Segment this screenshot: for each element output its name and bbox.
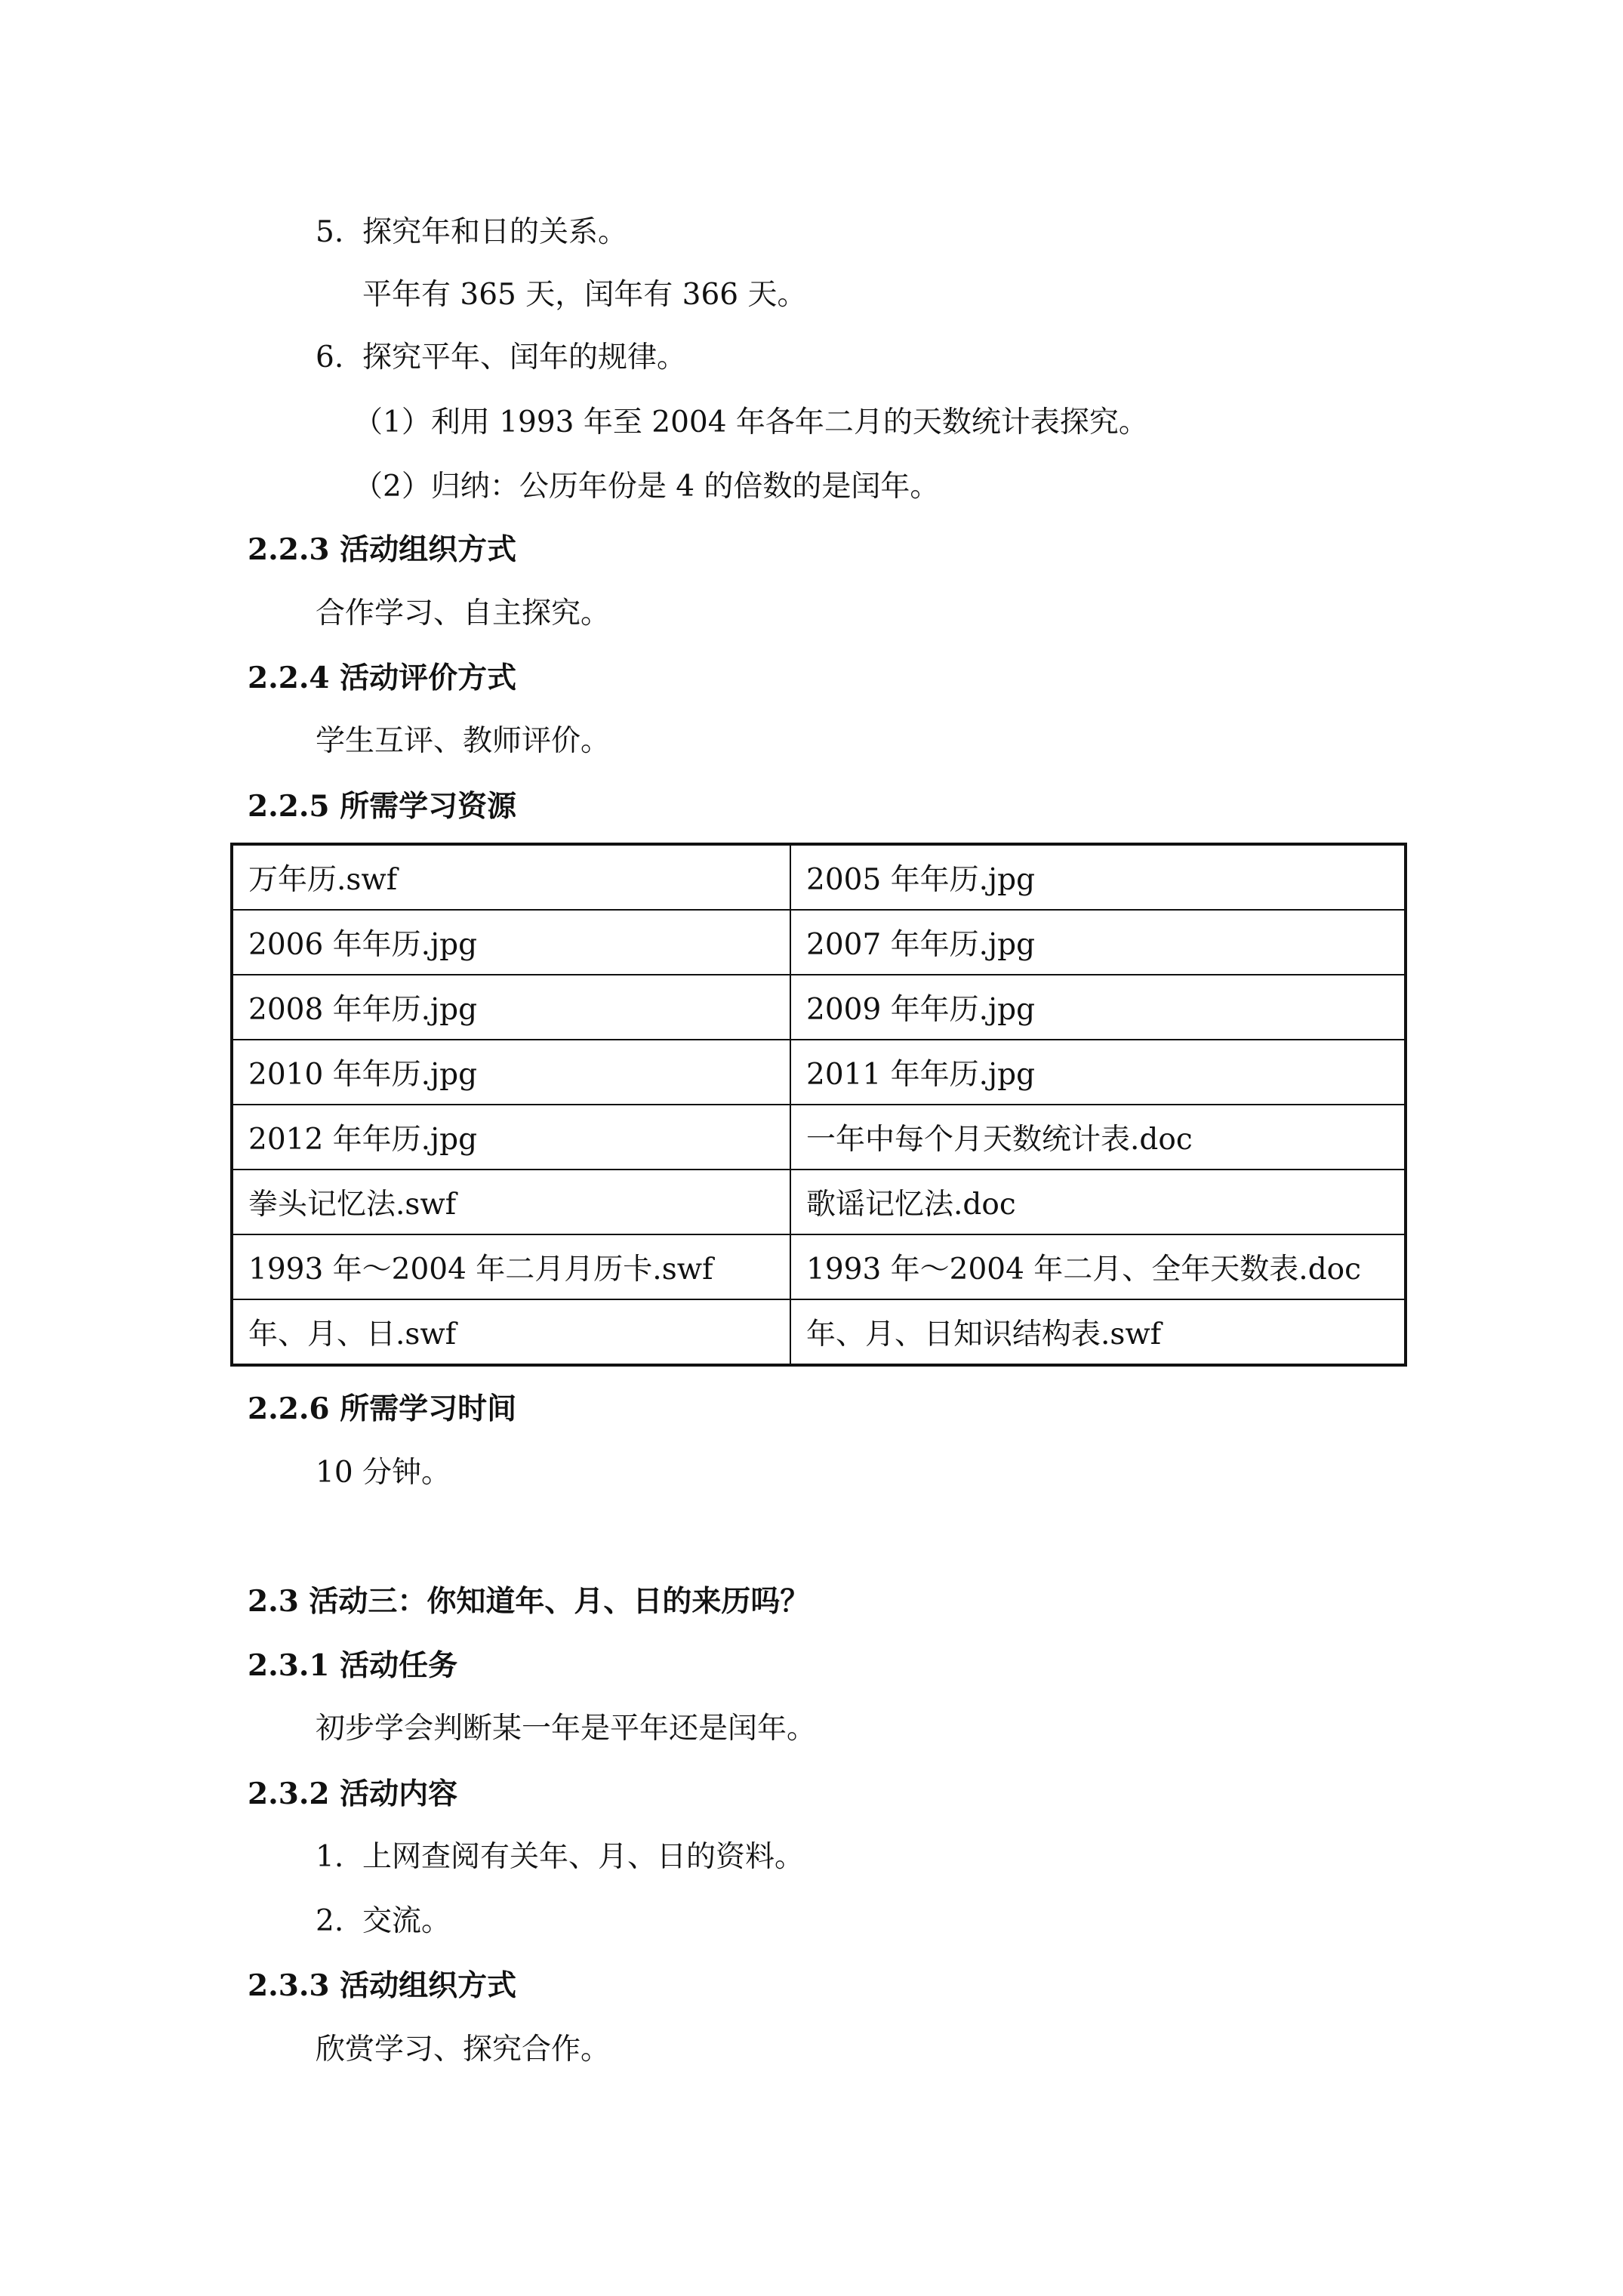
section-body-2-2-3: 合作学习、自主探究。 (316, 596, 611, 630)
table-cell: 年、月、日知识结构表.swf (790, 1299, 1406, 1365)
list-item-2-3-2-2 (316, 1900, 451, 1943)
resources-table-body (232, 844, 1406, 1365)
table-cell: 2005 年年历.jpg (790, 844, 1406, 910)
table-cell: 年、月、日.swf (232, 1299, 790, 1365)
list-item-text: 上网查阅有关年、月、日的资料。 (362, 1840, 805, 1874)
list-item-6 (316, 337, 686, 379)
section-heading-2-2-4: 2.2.4 活动评价方式 (248, 661, 517, 695)
table-cell: 万年历.swf (232, 844, 790, 910)
table-row (232, 910, 1406, 975)
section-body-2-2-4: 学生互评、教师评价。 (316, 724, 611, 758)
table-row (232, 1299, 1406, 1365)
list-item-number: 1. (316, 1840, 344, 1874)
table-cell: 2007 年年历.jpg (790, 910, 1406, 975)
list-item-5 (316, 211, 627, 254)
list-item-text: 探究年和日的关系。 (362, 215, 628, 249)
list-item-5-detail: 平年有 365 天，闰年有 366 天。 (362, 278, 807, 312)
table-cell: 歌谣记忆法.doc (790, 1170, 1406, 1234)
table-cell: 2012 年年历.jpg (232, 1105, 790, 1170)
section-body-2-3-1: 初步学会判断某一年是平年还是闰年。 (316, 1712, 817, 1746)
table-cell: 1993 年～2004 年二月月历卡.swf (232, 1234, 790, 1299)
table-row (232, 975, 1406, 1040)
table-cell: 2008 年年历.jpg (232, 975, 790, 1040)
table-cell: 拳头记忆法.swf (232, 1170, 790, 1234)
list-item-number: 5. (316, 215, 344, 249)
list-item-text: 交流。 (362, 1904, 451, 1938)
table-cell: 2011 年年历.jpg (790, 1040, 1406, 1105)
list-item-number: 2. (316, 1904, 344, 1938)
table-cell: 2010 年年历.jpg (232, 1040, 790, 1105)
table-row (232, 1234, 1406, 1299)
section-heading-2-2-5: 2.2.5 所需学习资源 (248, 789, 517, 824)
table-row (232, 1040, 1406, 1105)
section-heading-2-2-3: 2.2.3 活动组织方式 (248, 532, 517, 567)
table-cell: 2006 年年历.jpg (232, 910, 790, 975)
table-cell: 2009 年年历.jpg (790, 975, 1406, 1040)
list-item-2-3-2-1 (316, 1836, 804, 1878)
section-heading-2-3-2: 2.3.2 活动内容 (248, 1777, 458, 1811)
section-heading-2-2-6: 2.2.6 所需学习时间 (248, 1391, 517, 1426)
section-heading-2-3: 2.3 活动三：你知道年、月、日的来历吗？ (248, 1584, 810, 1619)
section-heading-2-3-3: 2.3.3 活动组织方式 (248, 1968, 517, 2003)
table-row (232, 1170, 1406, 1234)
section-heading-2-3-1: 2.3.1 活动任务 (248, 1648, 458, 1683)
list-item-6-sub2: （2）归纳：公历年份是 4 的倍数的是闰年。 (353, 470, 940, 504)
list-item-text: 探究平年、闰年的规律。 (362, 341, 687, 374)
resources-table (230, 843, 1407, 1367)
table-cell: 1993 年～2004 年二月、全年天数表.doc (790, 1234, 1406, 1299)
table-cell: 一年中每个月天数统计表.doc (790, 1105, 1406, 1170)
table-row (232, 1105, 1406, 1170)
table-row (232, 844, 1406, 910)
section-body-2-2-6: 10 分钟。 (316, 1456, 451, 1490)
section-body-2-3-3: 欣赏学习、探究合作。 (316, 2032, 611, 2066)
list-item-number: 6. (316, 341, 344, 374)
list-item-6-sub1: （1）利用 1993 年至 2004 年各年二月的天数统计表探究。 (353, 405, 1148, 439)
